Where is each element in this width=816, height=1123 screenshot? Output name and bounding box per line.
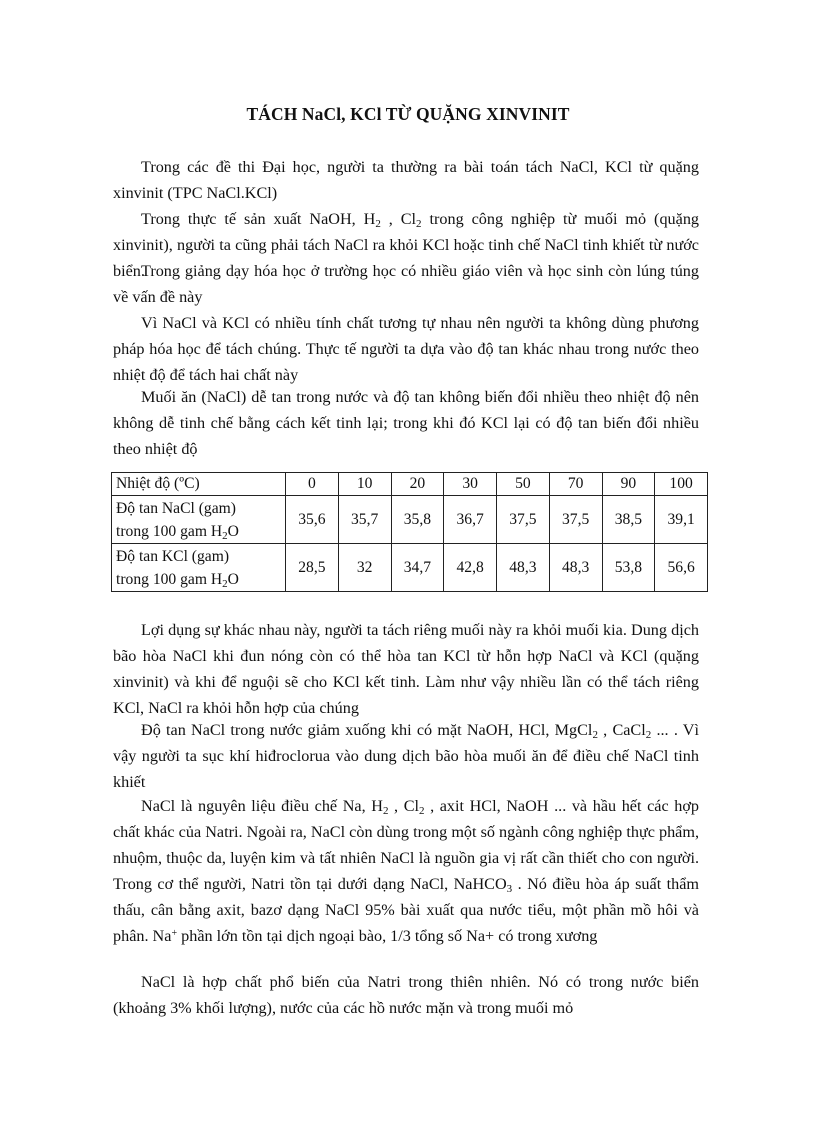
paragraph-3: Trong giảng dạy hóa học ở trường học có nhiều giáo viên và học sinh còn lúng túng về vấn đề này	[113, 262, 699, 306]
paragraph-6: Lợi dụng sự khác nhau này, người ta tách riêng muối này ra khỏi muối kia. Dung dịch bão hòa NaCl khi đun nóng còn có thể hòa tan KCl từ hỗn hợp NaCl và KCl (quặng xinvinit) và khi để nguội sẽ cho KCl kết tinh. Làm như vậy nhiều lần có thể tách riêng KCl, NaCl ra khỏi hỗn hợp của chúng	[113, 621, 699, 717]
table-cell: 48,3	[497, 544, 550, 592]
table-cell: 36,7	[444, 496, 497, 544]
table-row-nacl	[112, 496, 708, 544]
table-cell: 100	[655, 473, 708, 496]
table-cell: 90	[602, 473, 655, 496]
paragraph-1: Trong các đề thi Đại học, người ta thường ra bài toán tách NaCl, KCl từ quặng xinvinit (TPC NaCl.KCl)	[113, 158, 699, 202]
table-cell: 35,7	[338, 496, 391, 544]
paragraph-8: NaCl là nguyên liệu điều chế Na, $H_2$ , $Cl_2$ , axit HCl, NaOH ... và hầu hết các hợp chất khác của Natri. Ngoài ra, NaCl còn dùng trong một số ngành công nghiệp thực phẩm, nhuộm, thuộc da, luyện kim và tất nhiên NaCl là nguồn gia vị rất cần thiết cho con người. Trong cơ thể người, Natri tồn tại dưới dạng NaCl, NaHCO$_3$ . Nó điều hòa áp suất thẩm thấu, cân bằng axit, bazơ dạng NaCl 95% bài xuất qua nước tiểu, một phần mồ hôi và phân. Na+ phần lớn tồn tại dịch ngoại bào, 1/3 tổng số Na+ có trong xương	[113, 797, 699, 945]
table-cell: 56,6	[655, 544, 708, 592]
table-cell: 32	[338, 544, 391, 592]
table-cell: 39,1	[655, 496, 708, 544]
table-cell: 35,8	[391, 496, 444, 544]
table-cell: 35,6	[286, 496, 339, 544]
paragraph-9: NaCl là hợp chất phổ biến của Natri trong thiên nhiên. Nó có trong nước biển (khoảng 3% khối lượng), nước của các hồ nước mặn và trong muối mỏ	[113, 973, 699, 1017]
table-cell: 34,7	[391, 544, 444, 592]
solubility-table	[111, 472, 708, 592]
kcl-row-label: Độ tan KCl (gam) trong 100 gam $H_2O$	[112, 544, 286, 592]
table-cell: 53,8	[602, 544, 655, 592]
nacl-row-label: Độ tan NaCl (gam) trong 100 gam $H_2O$	[112, 496, 286, 544]
table-cell: 0	[286, 473, 339, 496]
table-cell: 70	[549, 473, 602, 496]
table-header-label: Nhiệt độ (ºC)	[112, 473, 286, 496]
paragraph-4: Vì NaCl và KCl có nhiều tính chất tương tự nhau nên người ta không dùng phương pháp hóa học để tách chúng. Thực tế người ta dựa vào độ tan khác nhau trong nước theo nhiệt độ để tách hai chất này	[113, 314, 699, 384]
table-row-header	[112, 473, 708, 496]
paragraph-7: Độ tan NaCl trong nước giảm xuống khi có mặt NaOH, HCl, MgCl$_2$ , CaCl$_2$ ... . Vì vậy người ta sục khí hiđroclorua vào dung dịch bão hòa muối ăn để điều chế NaCl tinh khiết	[113, 721, 699, 791]
table-cell: 28,5	[286, 544, 339, 592]
table-cell: 48,3	[549, 544, 602, 592]
table-cell: 38,5	[602, 496, 655, 544]
paragraph-2: Trong thực tế sản xuất NaOH, $H_2$ , $Cl_2$ trong công nghiệp từ muối mỏ (quặng xinvinit), người ta cũng phải tách NaCl ra khỏi KCl hoặc tinh chế NaCl tinh khiết từ nước biển.	[113, 210, 700, 280]
document-title: TÁCH NaCl, KCl TỪ QUẶNG XINVINIT	[246, 104, 570, 124]
table-cell: 37,5	[549, 496, 602, 544]
table-cell: 30	[444, 473, 497, 496]
table-cell: 20	[391, 473, 444, 496]
table-cell: 37,5	[497, 496, 550, 544]
table-cell: 42,8	[444, 544, 497, 592]
table-row-kcl	[112, 544, 708, 592]
table-cell: 10	[338, 473, 391, 496]
table-cell: 50	[497, 473, 550, 496]
paragraph-5: Muối ăn (NaCl) dễ tan trong nước và độ tan không biến đổi nhiều theo nhiệt độ nên không dễ tinh chế bằng cách kết tinh lại; trong khi đó KCl lại có độ tan biến đổi nhiều theo nhiệt độ	[113, 388, 699, 458]
